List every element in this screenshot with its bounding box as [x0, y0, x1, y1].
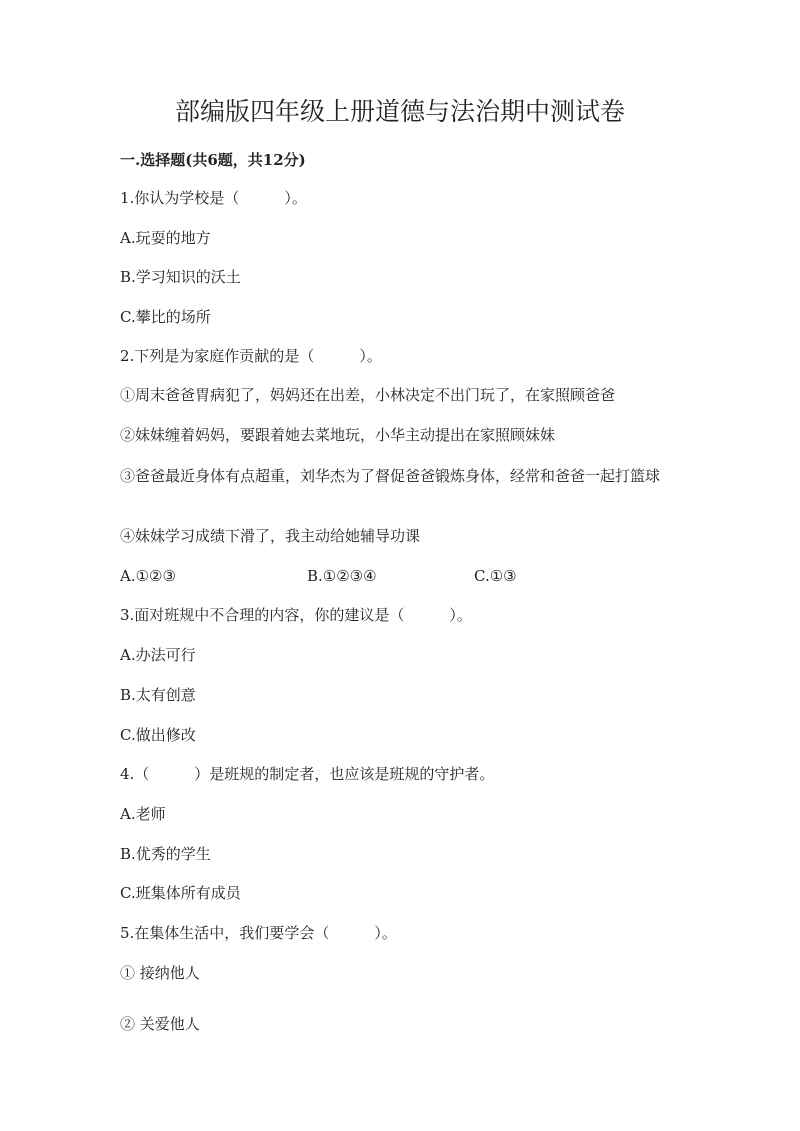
- question-3-option-c: C.做出修改: [120, 726, 196, 744]
- page-title: 部编版四年级上册道德与法治期中测试卷: [174, 97, 625, 126]
- question-4-option-c: C.班集体所有成员: [120, 884, 241, 902]
- question-2-stem: 2.下列是为家庭作贡献的是（ ）。: [120, 347, 382, 365]
- section-heading: 一.选择题(共6题，共12分): [120, 151, 306, 169]
- question-3-option-a: A.办法可行: [120, 646, 196, 664]
- question-1-stem: 1.你认为学校是（ ）。: [120, 189, 307, 207]
- question-1-option-a: A.玩耍的地方: [120, 229, 211, 247]
- question-5-stem: 5.在集体生活中，我们要学会（ ）。: [120, 924, 397, 942]
- question-4-option-b: B.优秀的学生: [120, 845, 211, 863]
- question-4-option-a: A.老师: [120, 805, 166, 823]
- question-2-option-b: B.①②③④: [307, 567, 377, 585]
- question-4-stem: 4.（ ）是班规的制定者，也应该是班规的守护者。: [120, 765, 495, 783]
- question-1-option-b: B.学习知识的沃土: [120, 268, 241, 286]
- question-2-item-2: ②妹妹缠着妈妈，要跟着她去菜地玩，小华主动提出在家照顾妹妹: [120, 426, 556, 444]
- question-3-option-b: B.太有创意: [120, 686, 196, 704]
- question-2-option-c: C.①③: [474, 567, 517, 585]
- question-2-item-4: ④妹妹学习成绩下滑了，我主动给她辅导功课: [120, 527, 421, 545]
- question-1-option-c: C.攀比的场所: [120, 308, 211, 326]
- question-2-item-1: ①周末爸爸胃病犯了，妈妈还在出差，小林决定不出门玩了，在家照顾爸爸: [120, 386, 616, 404]
- question-2-option-a: A.①②③: [120, 567, 176, 585]
- question-3-stem: 3.面对班规中不合理的内容，你的建议是（ ）。: [120, 606, 472, 624]
- question-5-item-1: ① 接纳他人: [120, 964, 200, 982]
- question-5-item-2: ② 关爱他人: [120, 1015, 200, 1033]
- question-2-item-3: ③爸爸最近身体有点超重，刘华杰为了督促爸爸锻炼身体，经常和爸爸一起打篮球: [120, 467, 661, 485]
